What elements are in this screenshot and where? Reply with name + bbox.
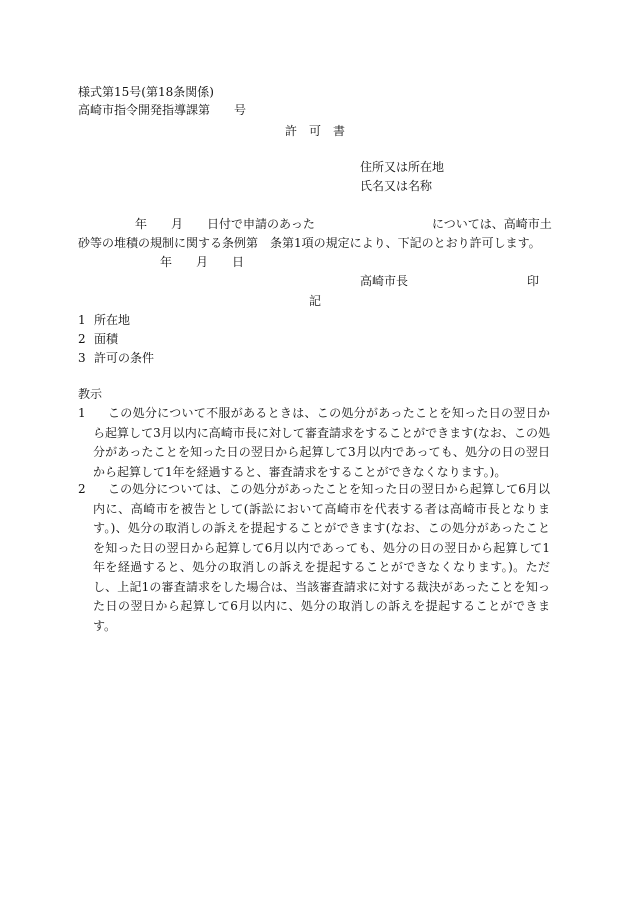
applicant-address-label: 住所又は所在地 <box>360 160 445 174</box>
instructions-heading: 教示 <box>78 387 103 401</box>
document-number: 高崎市指令開発指導課第 号 <box>78 103 247 117</box>
instruction-item <box>78 480 550 636</box>
item-label-conditions: 許可の条件 <box>94 351 155 365</box>
issuer-name: 高崎市長 <box>360 274 409 288</box>
applicant-name-label: 氏名又は名称 <box>360 179 433 193</box>
ki-heading: 記 <box>309 294 322 308</box>
item-number: 2 <box>78 332 86 346</box>
permission-statement: 砂等の堆積の規制に関する条例第 条第1項の規定により、下記のとおり許可します。 <box>78 236 541 250</box>
document-title: 許 可 書 <box>285 124 346 138</box>
instruction-number: 1 <box>78 406 86 420</box>
item-number: 3 <box>78 351 86 365</box>
instruction-text-review: この処分について不服があるときは、この処分があったことを知った日の翌日から起算して3月以内に高崎市長に対して審査請求をすることができます(なお、この処分があったことを知った日の翌日から起算して3月以内であっても、処分の日の翌日から起算して1年を経過すると、審査請求をすることができなくなります。)。 <box>93 406 550 479</box>
instruction-text-lawsuit: この処分については、この処分があったことを知った日の翌日から起算して6月以内に、高崎市を被告として(訴訟において高崎市を代表する者は高崎市長となります。)、処分の取消しの訴えを提起することができます(なお、この処分があったことを知った日の翌日から起算して6月以内であっても、処分の日の翌日から起算して1年を経過すると、処分の取消しの訴えを提起することができなくなります。)。ただし、上記1の審査請求をした場合は、当該審査請求に対する裁決があったことを知った日の翌日から起算して6月以内に、処分の取消しの訴えを提起することができます。 <box>93 482 550 633</box>
item-label-area: 面積 <box>94 332 119 346</box>
instruction-number: 2 <box>78 482 86 496</box>
item-label-location: 所在地 <box>94 313 131 327</box>
issue-date: 年 月 日 <box>160 255 245 269</box>
application-date-text: 年 月 日付で申請のあった <box>135 217 315 231</box>
instruction-item <box>78 404 550 482</box>
application-suffix-text: については、高崎市土 <box>432 217 552 231</box>
form-number: 様式第15号(第18条関係) <box>78 85 214 99</box>
seal-mark: 印 <box>527 274 540 288</box>
item-number: 1 <box>78 313 86 327</box>
